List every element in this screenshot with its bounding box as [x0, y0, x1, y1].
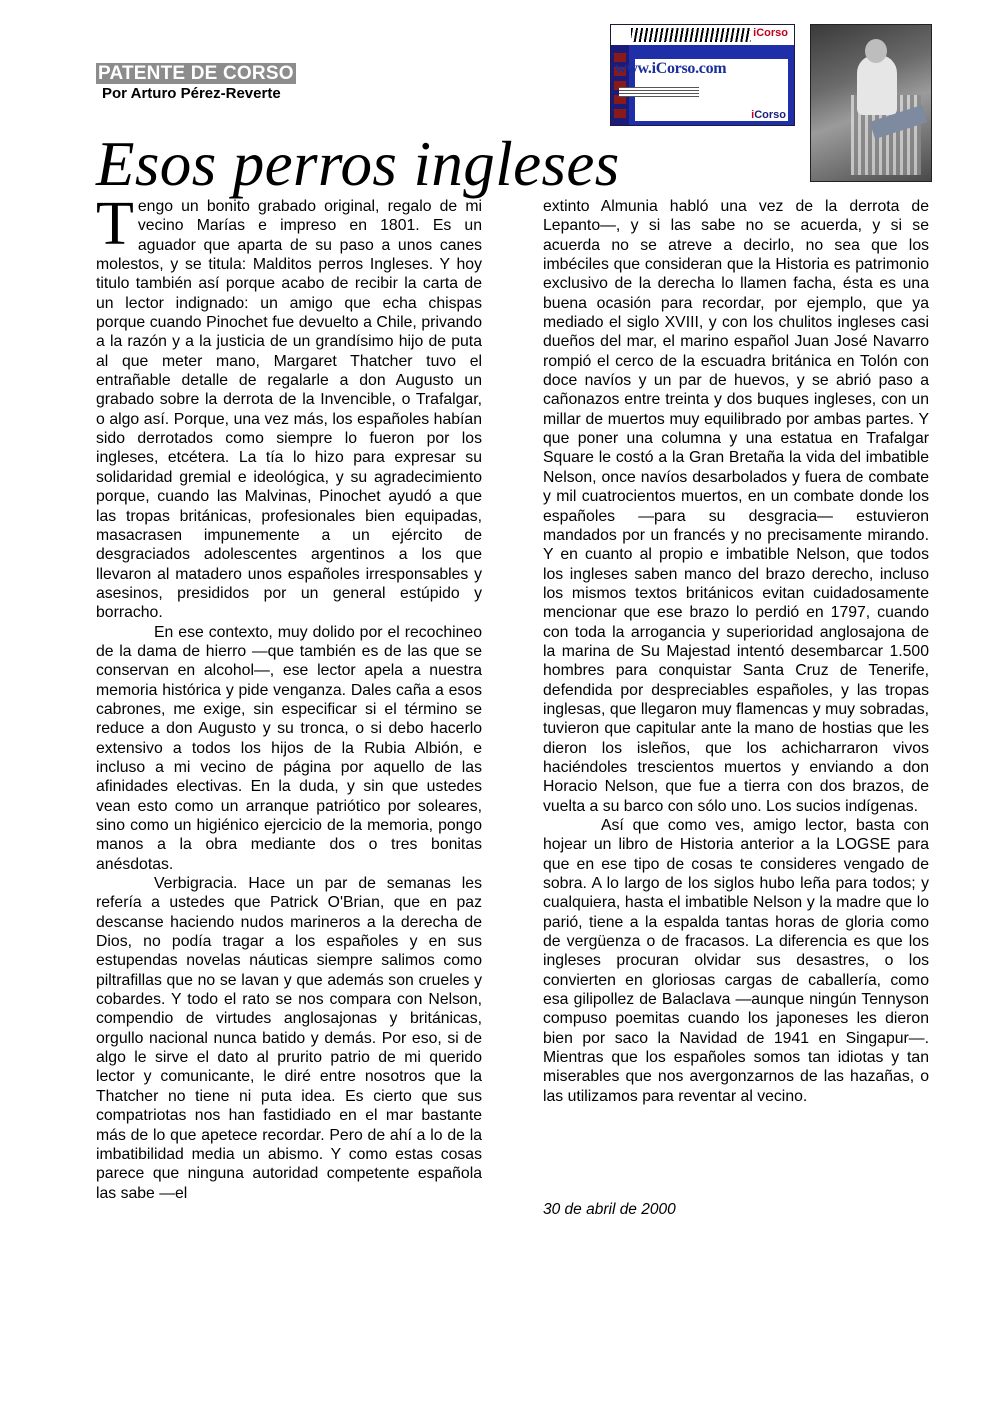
- article-paragraph: Verbigracia. Hace un par de semanas les refería a ustedes que Patrick O'Brian, que en paz descanse haciendo nudos marineros a la derecha de Dios, no podía tragar a los españoles y en sus estupendas novelas náuticas siempre salimos como piltrafillas que no se lavan y que además son crueles y cobardes. Y todo el rato se nos compara con Nelson, compendio de virtudes anglosajonas y británicas, orgullo nacional nunca batido y demás. Por eso, si de algo le sirve el dato al prurito patrio de mi querido lector y comunicante, le diré entre nosotros que la Thatcher no tiene ni puta idea. Es cierto que sus compatriotas nos han fastidiado en el mar bastante más de lo que apetece recordar. Pero de ahí a lo de la imbatibilidad media un abismo. Y como estas cosas parece que ninguna autoridad competente española las sabe —el: [96, 875, 482, 1202]
- article-title: Esos perros ingleses: [96, 129, 620, 199]
- website-url-text: www.iCorso.com: [615, 60, 727, 77]
- section-label: PATENTE DE CORSO: [98, 63, 294, 84]
- website-text-lines: [619, 87, 699, 97]
- author-photo: [810, 24, 932, 182]
- figure-shape: [857, 55, 897, 115]
- drop-cap: T: [96, 190, 134, 258]
- website-banner: [611, 25, 794, 45]
- banner-lettering-graphic: [631, 28, 751, 42]
- paragraph-text: engo un bonito grabado original, regalo de mi vecino Marías e impreso en 1801. Es un aguador que aparta de su paso a unos canes molestos, y se titula: Malditos perros Ingleses. Y hoy titulo también así porque acabo de recibir la carta de un lector indignado: un amigo que echa chispas porque cuando Pinochet fue devuelto a Chile, privando a la razón y a la justicia de un grandísimo hijo de puta al que meter mano, Margaret Thatcher tuvo el entrañable detalle de regalarle a don Augusto un grabado sobre la derrota de la Invencible, o Trafalgar, o algo así. Porque, una vez más, los españoles habían sido derrotados como siempre lo fueron por los ingleses, etcétera. La tía lo hizo para expresar su solidaridad gremial e ideológica, y su agradecimiento porque, cuando las Malvinas, Pinochet ayudó a que las tropas británicas, profesionales bien equipadas, masacrasen impunemente a un ejército de desgraciados adolescentes argentinos a los que llevaron al matadero unos españoles irresponsables y asesinos, presididos por un general estúpido y borracho.: [96, 198, 482, 622]
- article-column-left: [96, 190, 482, 1203]
- masthead: [96, 63, 296, 102]
- head-shape: [865, 39, 887, 63]
- website-screenshot-image: [610, 24, 795, 126]
- article-paragraph: [96, 190, 482, 623]
- article-column-right: [543, 197, 929, 1106]
- article-date: 30 de abril de 2000: [543, 1201, 676, 1218]
- website-brand-logo: iCorso: [751, 109, 786, 121]
- article-paragraph: Así que como ves, amigo lector, basta con hojear un libro de Historia anterior a la LOGSE para que en ese tipo de cosas te consideres vengado de sobra. A lo largo de los siglos hubo leña para todos; y cualquiera, hasta el imbatible Nelson y la madre que lo parió, tiene a la espalda tantas horas de gloria como de vergüenza o de fracasos. La diferencia es que los ingleses procuran olvidar sus desastres, o los convierten en gloriosas cargas de caballería, como esa gilipollez de Balaclava —aunque ningún Tennyson compuso poemitas cuando los japoneses les dieron bien por saco la Navidad de 1941 en Singapur—. Mientras que los españoles somos tan idiotas y tan miserables que nos avergonzarnos de las hazañas, o las utilizamos para reventar al vecino.: [543, 817, 929, 1105]
- byline: Por Arturo Pérez-Reverte: [102, 85, 281, 102]
- article-paragraph: En ese contexto, muy dolido por el recochineo de la dama de hierro —que también es de las que se conservan en alcohol—, ese lector apela a nuestra memoria histórica y pide venganza. Dales caña a esos cabrones, me exige, sin especificar si el término se reduce a don Augusto y su tronca, o si debo hacerlo extensivo a todos los hijos de la Rubia Albión, e incluso a mi vecino de página por aquello de las afinidades electivas. En la duda, y sin que ustedes vean esto como un arranque patriótico por soleares, sino como un higiénico ejercicio de la memoria, pongo manos a la obra mediante dos o tres bonitas anésdotas.: [96, 623, 482, 873]
- website-sidebar: [611, 45, 629, 125]
- article-paragraph: extinto Almunia habló una vez de la derrota de Lepanto—, y si las sabe no se acuerda, y si se acuerda no se atreve a decirlo, no sea que los imbéciles que consideran que la Historia es patrimonio exclusivo de la derecha lo llamen facha, ésta es una buena ocasión para recordar, por ejemplo, que ya mediado el siglo XVIII, y con los chulitos ingleses casi dueños del mar, el marino español Juan José Navarro rompió el cerco de la escuadra británica en Tolón con doce navíos y un par de huevos, y se abrió paso a cañonazos entre treinta y dos buques ingleses, con un millar de muertos muy equilibrado por ambas partes. Y que poner una columna y una estatua en Trafalgar Square le costó a la Gran Bretaña la vida del imbatible Nelson, once navíos desarbolados y fuera de combate y mil cuatrocientos muertos, en un combate donde los españoles —para su desgracia— estuvieron mandados por un francés y no precisamente mirando. Y en cuanto al propio e imbatible Nelson, que todos los ingleses saben manco del brazo derecho, incluso los mismos textos británicos evitan cuidadosamente mencionar que ese brazo lo perdió en 1797, cuando con toda la arrogancia y superioridad anglosajona de la marina de Su Majestad intentó desembarcar 1.500 hombres para conquistar Santa Cruz de Tenerife, defendida por despreciables españoles, y las tropas inglesas, que llegaron muy flamencas y muy sobradas, tuvieron que capitular ante la mano de hostias que les dieron los isleños, que los achicharraron vivos haciéndoles trescientos muertos y enviando a don Horacio Nelson, que fue a tierra con dos brazos, de vuelta a su barco con sólo uno. Los sucios indígenas.: [543, 198, 929, 815]
- banner-brand-logo: iCorso: [753, 27, 788, 39]
